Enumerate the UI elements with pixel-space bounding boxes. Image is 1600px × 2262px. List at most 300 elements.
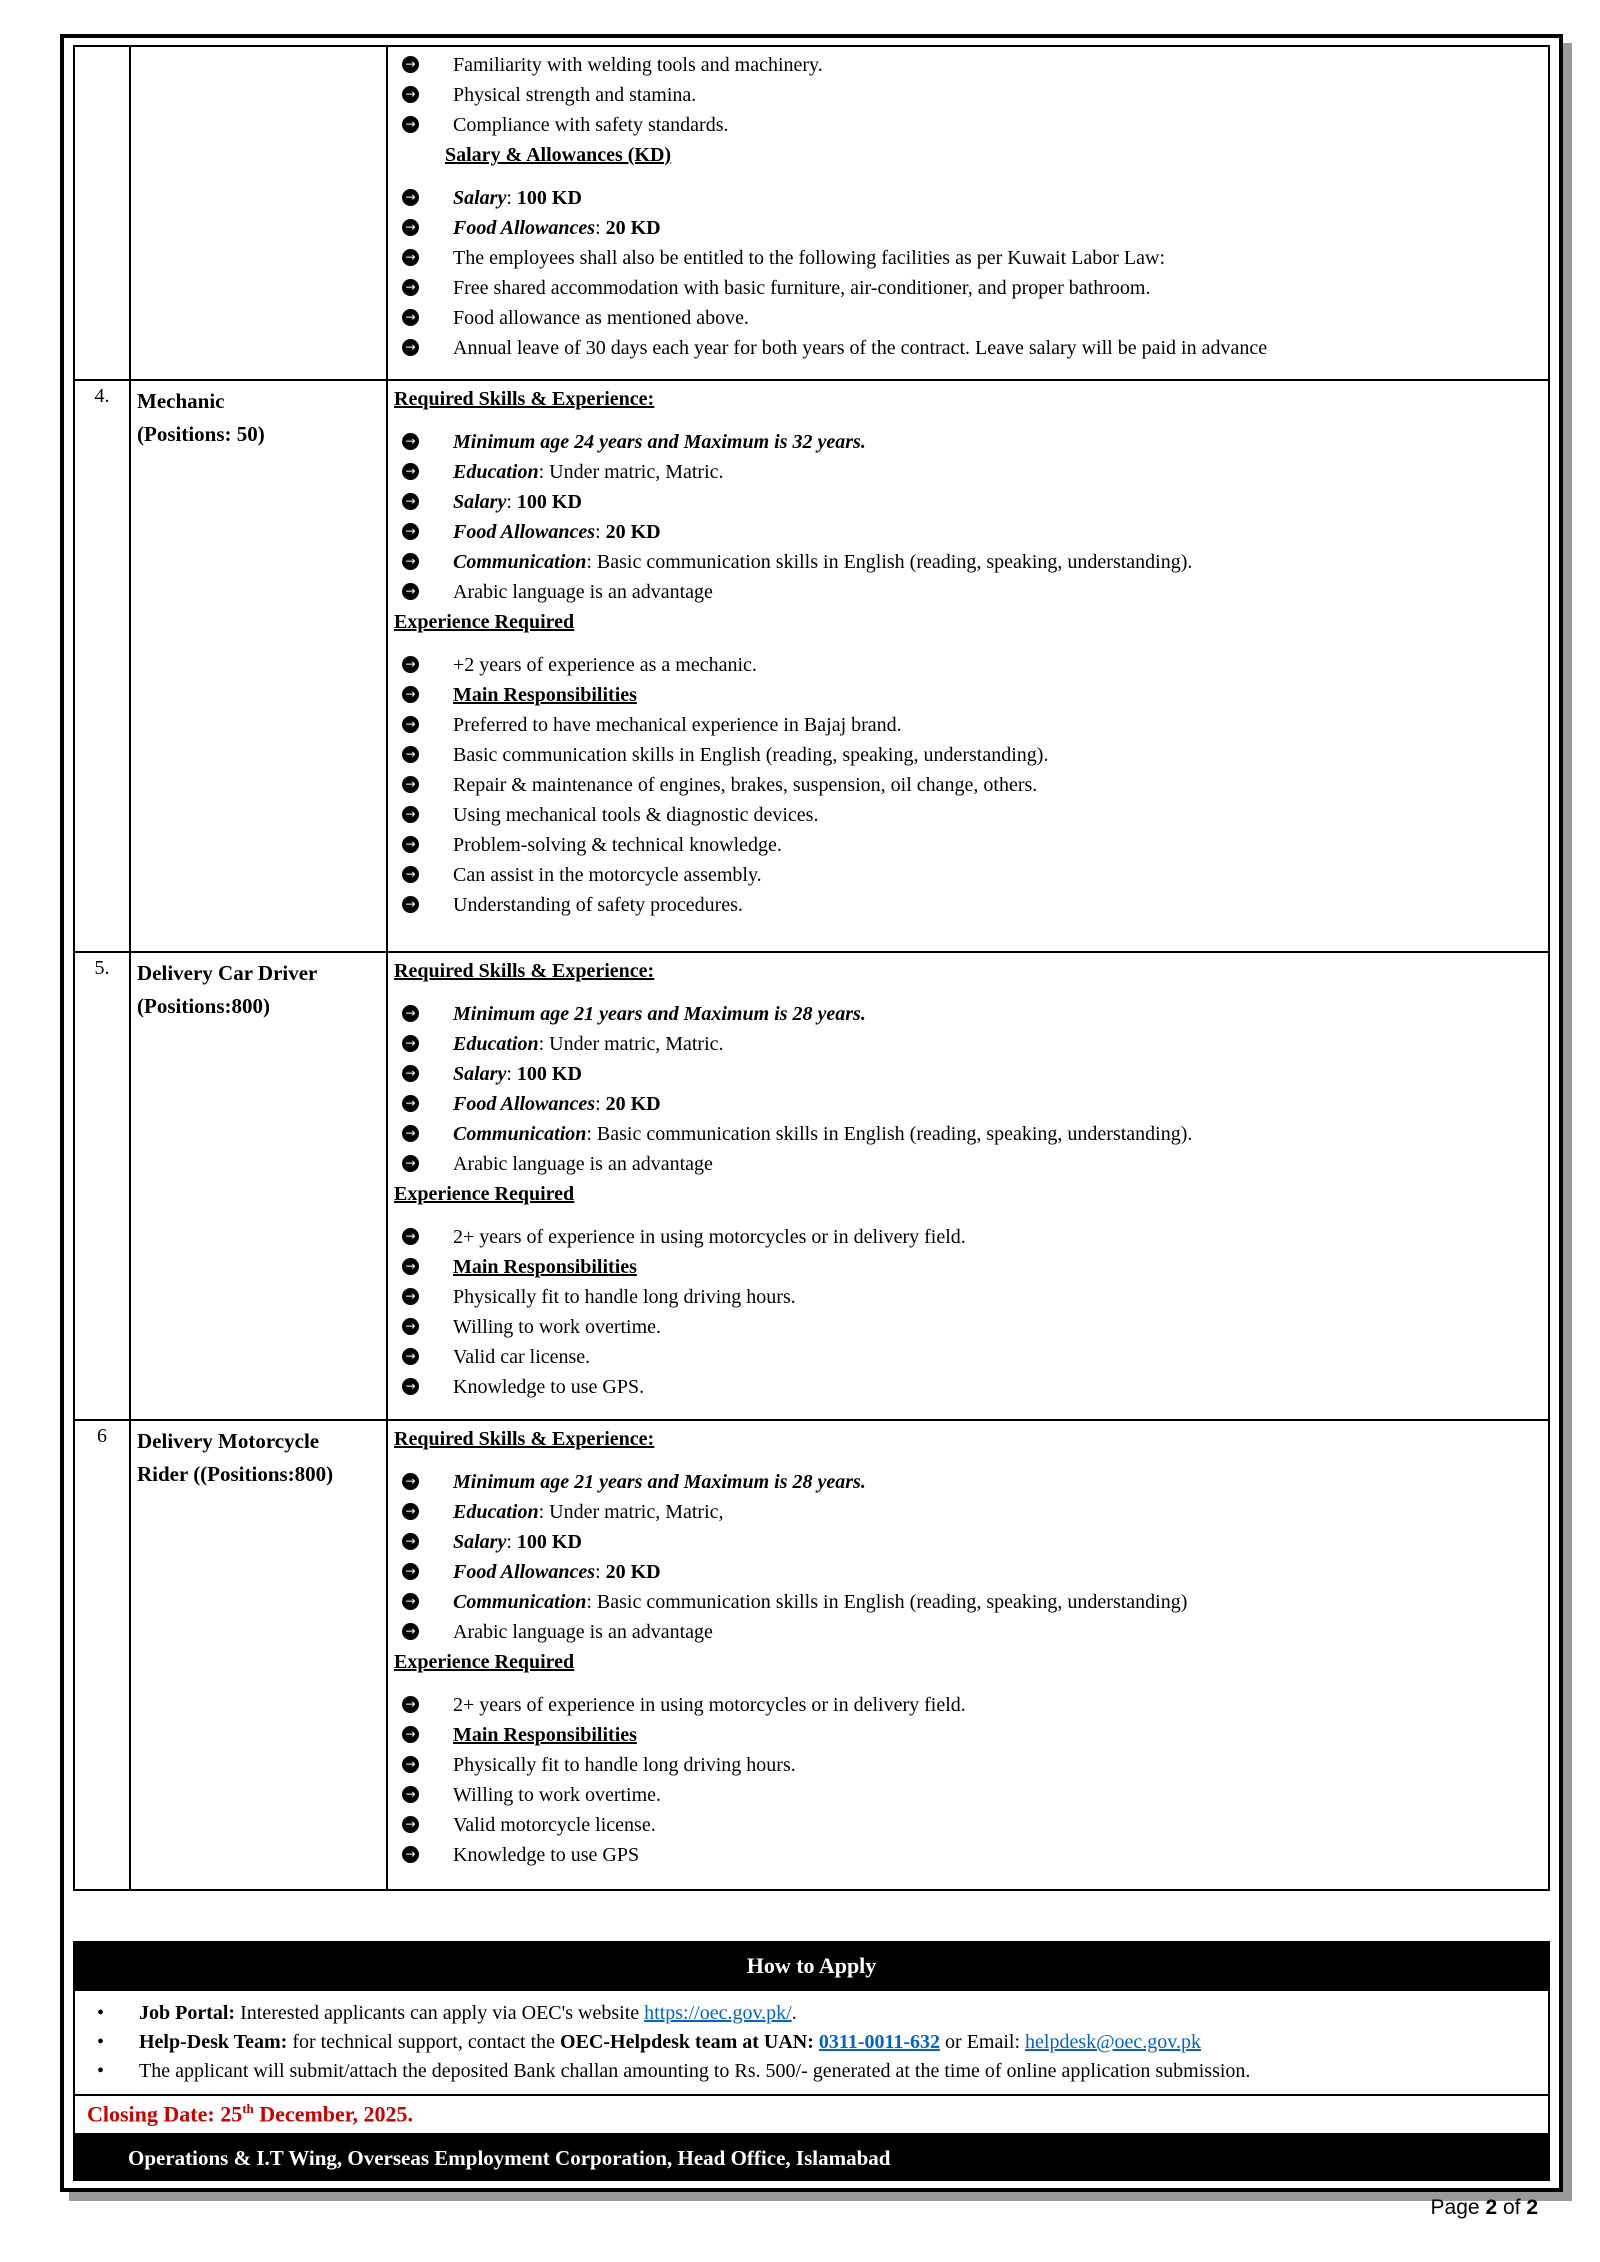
spacer: [394, 987, 1542, 1000]
bullet-text: [453, 1468, 866, 1497]
text-segment: Familiarity with welding tools and machinery.: [453, 54, 823, 76]
text-segment: Salary & Allowances (KD): [445, 144, 672, 166]
footer-bar: [73, 2135, 1550, 2181]
arrow-bullet-icon: →: [402, 1005, 419, 1022]
arrow-bullet-icon: →: [402, 309, 419, 326]
bullet-item: [394, 711, 1542, 741]
arrow-bullet-icon: →: [402, 1035, 419, 1052]
arrow-bullet-icon: →: [402, 279, 419, 296]
apply-bullet-item: [75, 2028, 1542, 2057]
bullet-text: [453, 1841, 639, 1870]
bullet-text: [453, 1030, 724, 1059]
bullet-item: [394, 458, 1542, 488]
oec-website-link[interactable]: https://oec.gov.pk/: [644, 2002, 792, 2024]
bullet-text: [453, 304, 749, 333]
spacer: [394, 1210, 1542, 1223]
footer-text: Operations & I.T Wing, Overseas Employment Corporation, Head Office, Islamabad: [128, 2145, 891, 2170]
text-segment: 100 KD: [516, 187, 582, 209]
text-segment: Minimum age 21 years and Maximum is 28 years.: [453, 1471, 866, 1493]
table-row: [74, 1420, 1549, 1890]
position-title-cell: [130, 380, 387, 952]
bullet-item: [394, 771, 1542, 801]
bullet-item: [394, 1781, 1542, 1811]
bullet-item: [394, 1498, 1542, 1528]
text-segment: : Basic communication skills in English (reading, speaking, understanding).: [586, 551, 1193, 573]
text-segment: Willing to work overtime.: [453, 1784, 662, 1806]
arrow-bullet-icon: →: [402, 463, 419, 480]
text-segment: Preferred to have mechanical experience in Bajaj brand.: [453, 714, 902, 736]
bullet-text: [453, 1223, 966, 1252]
bullet-text: [453, 1618, 713, 1647]
page-number: [1431, 2196, 1538, 2220]
bullet-text: [453, 428, 866, 457]
section-heading: [394, 385, 1542, 415]
apply-bullet-text: [139, 2028, 1201, 2056]
text-segment: Arabic language is an advantage: [453, 1153, 713, 1175]
bullet-item: [394, 111, 1542, 141]
text-segment: Knowledge to use GPS.: [453, 1376, 645, 1398]
arrow-bullet-icon: →: [402, 523, 419, 540]
text-segment: Food allowance as mentioned above.: [453, 307, 750, 329]
text-segment: Free shared accommodation with basic furniture, air-conditioner, and proper bathroom.: [453, 277, 1151, 299]
closing-date-text: Closing Date: 25: [87, 2101, 243, 2127]
arrow-bullet-icon: →: [402, 896, 419, 913]
arrow-bullet-icon: →: [402, 1786, 419, 1803]
text-segment: Using mechanical tools & diagnostic devices.: [453, 804, 819, 826]
arrow-bullet-icon: →: [402, 1533, 419, 1550]
bullet-text: [453, 1691, 966, 1720]
bullet-text: [453, 578, 713, 607]
position-title-line: Mechanic: [137, 389, 225, 413]
text-segment: Education: [453, 1501, 539, 1523]
text-segment: Physically fit to handle long driving hours.: [453, 1754, 796, 1776]
text-segment: Can assist in the motorcycle assembly.: [453, 864, 762, 886]
document-frame: [60, 34, 1563, 2192]
text-segment: Main Responsibilities: [453, 1724, 637, 1746]
table-row: [74, 952, 1549, 1420]
text-segment: Education: [453, 461, 539, 483]
text-segment: Annual leave of 30 days each year for both years of the contract. Leave salary will be paid in advance: [453, 337, 1268, 359]
bullet-item: [394, 1090, 1542, 1120]
how-to-apply-section: [73, 1991, 1550, 2096]
row-number-cell: [74, 46, 130, 380]
closing-date-row: [73, 2096, 1550, 2135]
bullet-item: [394, 488, 1542, 518]
row-number-cell: 4.: [74, 380, 130, 952]
arrow-bullet-icon: →: [402, 1816, 419, 1833]
text-segment: Help-Desk Team:: [139, 2031, 288, 2053]
section-heading: [445, 141, 1542, 171]
bullet-text: [453, 771, 1037, 800]
text-segment: Experience Required: [394, 611, 575, 633]
position-details-cell: [387, 380, 1549, 952]
bullet-item: [394, 1030, 1542, 1060]
text-segment: Education: [453, 1033, 539, 1055]
text-segment: : Under matric, Matric.: [538, 461, 724, 483]
text-segment: Communication: [453, 1591, 587, 1613]
arrow-bullet-icon: →: [402, 1348, 419, 1365]
bullet-item: [394, 1751, 1542, 1781]
heading-text: [394, 957, 654, 986]
bullet-item: [394, 244, 1542, 274]
position-details-cell: [387, 46, 1549, 380]
bullet-text: [453, 1528, 582, 1557]
arrow-bullet-icon: →: [402, 339, 419, 356]
text-segment: 20 KD: [605, 521, 661, 543]
bullet-item: [394, 1150, 1542, 1180]
bullet-text: [453, 1498, 724, 1527]
how-to-apply-header: [73, 1941, 1550, 1991]
arrow-bullet-icon: →: [402, 1593, 419, 1610]
page-total: 2: [1526, 2196, 1538, 2219]
bullet-text: [453, 1343, 590, 1372]
bullet-item: [394, 861, 1542, 891]
bullet-text: [453, 81, 696, 110]
closing-date-superscript: th: [242, 2101, 254, 2116]
text-segment: Knowledge to use GPS: [453, 1844, 640, 1866]
arrow-bullet-icon: →: [402, 1623, 419, 1640]
bullet-text: [453, 1781, 661, 1810]
text-segment: The applicant will submit/attach the deposited Bank challan amounting to Rs. 500/- generated at the time of online application submission.: [139, 2060, 1251, 2082]
position-title-cell: [130, 952, 387, 1420]
positions-table: [73, 45, 1550, 1891]
text-segment: 100 KD: [516, 1063, 582, 1085]
bullet-text: [453, 1090, 661, 1119]
text-segment: .: [791, 2002, 797, 2024]
text-segment: 100 KD: [516, 491, 582, 513]
arrow-bullet-icon: →: [402, 716, 419, 733]
text-segment: :: [595, 1561, 606, 1583]
bullet-item: [394, 51, 1542, 81]
bullet-text: [453, 111, 729, 140]
arrow-bullet-icon: →: [402, 1228, 419, 1245]
bullet-text: [453, 891, 743, 920]
bullet-text: [453, 1060, 582, 1089]
bullet-item: [394, 1588, 1542, 1618]
arrow-bullet-icon: →: [402, 686, 419, 703]
dot-bullet-icon: •: [97, 2002, 105, 2024]
heading-text: [394, 608, 574, 637]
arrow-bullet-icon: →: [402, 493, 419, 510]
section-heading: [394, 608, 1542, 638]
bullet-item: [394, 1468, 1542, 1498]
bullet-text: [453, 1751, 796, 1780]
text-segment: Basic communication skills in English (reading, speaking, understanding).: [453, 744, 1049, 766]
bullet-item: [394, 651, 1542, 681]
bullet-text: [453, 334, 1267, 363]
arrow-bullet-icon: →: [402, 1726, 419, 1743]
bullet-text: [453, 711, 902, 740]
text-segment: :: [506, 187, 517, 209]
table-row: [74, 380, 1549, 952]
bullet-text: [453, 488, 582, 517]
text-segment: Communication: [453, 551, 587, 573]
arrow-bullet-icon: →: [402, 189, 419, 206]
heading-text: [394, 1648, 574, 1677]
arrow-bullet-icon: →: [402, 806, 419, 823]
text-segment: Problem-solving & technical knowledge.: [453, 834, 782, 856]
text-segment: 100 KD: [516, 1531, 582, 1553]
bullet-item: [394, 1000, 1542, 1030]
text-segment: Compliance with safety standards.: [453, 114, 729, 136]
arrow-bullet-icon: →: [402, 1473, 419, 1490]
text-segment: Understanding of safety procedures.: [453, 894, 743, 916]
text-segment: Required Skills & Experience:: [394, 1428, 655, 1450]
bullet-item: [394, 578, 1542, 608]
arrow-bullet-icon: →: [402, 116, 419, 133]
position-details-cell: [387, 1420, 1549, 1890]
bullet-item: [394, 214, 1542, 244]
position-title-line: Delivery Car Driver: [137, 961, 318, 985]
bullet-text: [453, 274, 1150, 303]
helpdesk-email-link[interactable]: helpdesk@oec.gov.pk: [1025, 2031, 1201, 2053]
bullet-text: [453, 681, 637, 710]
bullet-text: [453, 741, 1048, 770]
apply-bullet-item: [75, 2057, 1542, 2086]
text-segment: : Under matric, Matric,: [538, 1501, 724, 1523]
text-segment: or Email:: [940, 2031, 1026, 2053]
text-segment: Salary: [453, 187, 507, 209]
bullet-text: [453, 1373, 644, 1402]
bullet-item: [394, 1223, 1542, 1253]
arrow-bullet-icon: →: [402, 1095, 419, 1112]
bullet-text: [453, 801, 818, 830]
row-number-cell: 5.: [74, 952, 130, 1420]
arrow-bullet-icon: →: [402, 56, 419, 73]
spacer: [394, 1678, 1542, 1691]
text-segment: Willing to work overtime.: [453, 1316, 662, 1338]
position-title-line: Rider ((Positions:800): [137, 1461, 334, 1486]
arrow-bullet-icon: →: [402, 1378, 419, 1395]
text-segment: 2+ years of experience in using motorcycles or in delivery field.: [453, 1226, 966, 1248]
text-segment: Food Allowances: [453, 1561, 596, 1583]
page-current: 2: [1485, 2196, 1498, 2219]
text-segment: +2 years of experience as a mechanic.: [453, 654, 757, 676]
bullet-item: [394, 831, 1542, 861]
heading-text: [394, 385, 654, 414]
bullet-item: [394, 1841, 1542, 1871]
arrow-bullet-icon: →: [402, 746, 419, 763]
text-segment: Minimum age 21 years and Maximum is 28 years.: [453, 1003, 866, 1025]
text-segment: : Under matric, Matric.: [538, 1033, 724, 1055]
bullet-item: [394, 1528, 1542, 1558]
text-segment: Main Responsibilities: [453, 684, 637, 706]
text-segment: Physical strength and stamina.: [453, 84, 697, 106]
text-segment: 20 KD: [605, 1561, 661, 1583]
spacer: [394, 415, 1542, 428]
text-segment: Food Allowances: [453, 217, 596, 239]
text-segment: Communication: [453, 1123, 587, 1145]
bullet-item: [394, 334, 1542, 364]
bullet-text: [453, 1588, 1187, 1617]
bullet-text: [453, 1313, 661, 1342]
text-segment: : Basic communication skills in English (reading, speaking, understanding): [586, 1591, 1188, 1613]
text-segment: Minimum age 24 years and Maximum is 32 years.: [453, 431, 866, 453]
position-title-cell: [130, 1420, 387, 1890]
position-title-cell: [130, 46, 387, 380]
arrow-bullet-icon: →: [402, 86, 419, 103]
position-details-cell: [387, 952, 1549, 1420]
heading-text: [394, 1425, 654, 1454]
position-title-line: (Positions: 50): [137, 421, 265, 446]
text-segment: Valid motorcycle license.: [453, 1814, 656, 1836]
arrow-bullet-icon: →: [402, 1696, 419, 1713]
text-segment: for technical support, contact the: [287, 2031, 561, 2053]
text-segment: Repair & maintenance of engines, brakes, suspension, oil change, others.: [453, 774, 1038, 796]
bullet-item: [394, 1691, 1542, 1721]
bullet-text: [453, 861, 762, 890]
spacer: [394, 1455, 1542, 1468]
text-segment: :: [595, 521, 606, 543]
text-segment: :: [506, 1063, 517, 1085]
table-row: [74, 46, 1549, 380]
bullet-item: [394, 1283, 1542, 1313]
apply-bullet-text: [139, 1999, 797, 2027]
arrow-bullet-icon: →: [402, 1125, 419, 1142]
text-segment: : Basic communication skills in English (reading, speaking, understanding).: [586, 1123, 1193, 1145]
arrow-bullet-icon: →: [402, 866, 419, 883]
bullet-item: [394, 891, 1542, 921]
arrow-bullet-icon: →: [402, 1258, 419, 1275]
dot-bullet-icon: •: [97, 2031, 105, 2053]
bullet-text: [453, 1150, 713, 1179]
heading-text: [394, 1180, 574, 1209]
text-segment: :: [506, 491, 517, 513]
arrow-bullet-icon: →: [402, 1318, 419, 1335]
section-heading: [394, 1180, 1542, 1210]
text-segment: Salary: [453, 491, 507, 513]
apply-bullet-text: [139, 2057, 1250, 2085]
bullet-text: [453, 458, 724, 487]
bullet-item: [394, 81, 1542, 111]
text-segment: Food Allowances: [453, 1093, 596, 1115]
apply-bullet-item: [75, 1999, 1542, 2028]
text-segment: Experience Required: [394, 1183, 575, 1205]
text-segment: Arabic language is an advantage: [453, 581, 713, 603]
text-segment: Main Responsibilities: [453, 1256, 637, 1278]
text-segment: The employees shall also be entitled to the following facilities as per Kuwait Labor Law:: [453, 247, 1166, 269]
bullet-text: [453, 831, 782, 860]
heading-text: [445, 141, 671, 170]
text-segment: Interested applicants can apply via OEC's website: [235, 2002, 645, 2024]
text-segment: OEC-Helpdesk team at UAN:: [560, 2031, 814, 2053]
bullet-item: [394, 801, 1542, 831]
arrow-bullet-icon: →: [402, 1503, 419, 1520]
bullet-item: [394, 1253, 1542, 1283]
position-title-line: (Positions:800): [137, 993, 270, 1018]
text-segment: :: [595, 217, 606, 239]
text-segment: 2+ years of experience in using motorcycles or in delivery field.: [453, 1694, 966, 1716]
text-segment: Salary: [453, 1063, 507, 1085]
arrow-bullet-icon: →: [402, 776, 419, 793]
arrow-bullet-icon: →: [402, 433, 419, 450]
bullet-item: [394, 1618, 1542, 1648]
closing-date-text-tail: December, 2025.: [253, 2101, 414, 2127]
text-segment: Arabic language is an advantage: [453, 1621, 713, 1643]
bullet-item: [394, 681, 1542, 711]
bullet-text: [453, 184, 582, 213]
bullet-item: [394, 1343, 1542, 1373]
bullet-text: [453, 1253, 637, 1282]
text-segment: Salary: [453, 1531, 507, 1553]
arrow-bullet-icon: →: [402, 1846, 419, 1863]
bullet-item: [394, 428, 1542, 458]
text-segment: Required Skills & Experience:: [394, 388, 655, 410]
text-segment: :: [595, 1093, 606, 1115]
row-number-cell: 6: [74, 1420, 130, 1890]
arrow-bullet-icon: →: [402, 219, 419, 236]
bullet-text: [453, 214, 661, 243]
text-segment: Required Skills & Experience:: [394, 960, 655, 982]
how-to-apply-title: How to Apply: [746, 1953, 877, 1978]
bullet-item: [394, 1721, 1542, 1751]
position-title-line: Delivery Motorcycle: [137, 1429, 320, 1453]
bullet-item: [394, 1373, 1542, 1403]
bullet-text: [453, 244, 1165, 273]
arrow-bullet-icon: →: [402, 836, 419, 853]
bullet-text: [453, 1120, 1192, 1149]
dot-bullet-icon: •: [97, 2060, 105, 2082]
arrow-bullet-icon: →: [402, 1065, 419, 1082]
bullet-item: [394, 1120, 1542, 1150]
arrow-bullet-icon: →: [402, 1155, 419, 1172]
bullet-text: [453, 1283, 796, 1312]
text-segment: Physically fit to handle long driving hours.: [453, 1286, 796, 1308]
arrow-bullet-icon: →: [402, 249, 419, 266]
text-segment: Experience Required: [394, 1651, 575, 1673]
bullet-item: [394, 1558, 1542, 1588]
section-heading: [394, 1425, 1542, 1455]
bullet-text: [453, 548, 1192, 577]
spacer: [394, 171, 1542, 184]
text-segment: Job Portal:: [139, 2002, 236, 2024]
bullet-item: [394, 518, 1542, 548]
arrow-bullet-icon: →: [402, 656, 419, 673]
bullet-text: [453, 1811, 656, 1840]
bullet-text: [453, 518, 661, 547]
section-heading: [394, 957, 1542, 987]
bullet-item: [394, 1060, 1542, 1090]
bullet-text: [453, 51, 823, 80]
bullet-text: [453, 1000, 866, 1029]
page-of: of: [1497, 2196, 1527, 2219]
uan-phone-link[interactable]: 0311-0011-632: [818, 2031, 941, 2053]
arrow-bullet-icon: →: [402, 583, 419, 600]
bullet-text: [453, 1558, 661, 1587]
arrow-bullet-icon: →: [402, 1756, 419, 1773]
arrow-bullet-icon: →: [402, 1563, 419, 1580]
page-word: Page: [1430, 2196, 1486, 2219]
text-segment: Valid car license.: [453, 1346, 591, 1368]
bullet-item: [394, 741, 1542, 771]
bullet-item: [394, 1811, 1542, 1841]
text-segment: 20 KD: [605, 217, 661, 239]
empty-row: [73, 1891, 1550, 1941]
spacer: [394, 638, 1542, 651]
bullet-text: [453, 1721, 637, 1750]
bullet-text: [453, 651, 757, 680]
bullet-item: [394, 548, 1542, 578]
bullet-item: [394, 1313, 1542, 1343]
arrow-bullet-icon: →: [402, 553, 419, 570]
arrow-bullet-icon: →: [402, 1288, 419, 1305]
text-segment: 20 KD: [605, 1093, 661, 1115]
text-segment: Food Allowances: [453, 521, 596, 543]
text-segment: :: [506, 1531, 517, 1553]
bullet-item: [394, 304, 1542, 334]
bullet-item: [394, 274, 1542, 304]
section-heading: [394, 1648, 1542, 1678]
